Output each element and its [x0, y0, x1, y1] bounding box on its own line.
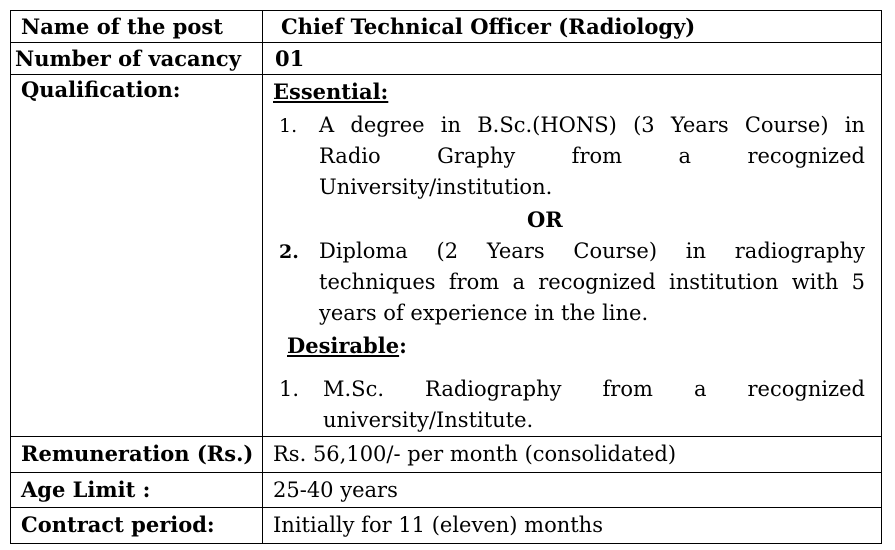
contract-period-value: Initially for 11 (eleven) months [273, 513, 603, 537]
post-value: Chief Technical Officer (Radiology) [281, 14, 696, 39]
row-qualification [11, 75, 881, 437]
essential-item-2-line-3: years of experience in the line. [319, 301, 649, 325]
essential-item-2-line-1 [319, 239, 865, 263]
essential-item-2-line-2 [319, 270, 865, 294]
remuneration-value: Rs. 56,100/- per month (consolidated) [273, 442, 677, 466]
word: recognized [747, 377, 865, 401]
word: a [693, 377, 707, 401]
word: from [448, 270, 500, 294]
desirable-item-1-line-2: university/Institute. [323, 408, 534, 432]
word: a [678, 144, 692, 168]
word: institution [668, 270, 779, 294]
word: M.Sc. [323, 377, 385, 401]
age-limit-value: 25-40 years [273, 478, 398, 502]
desirable-item-1-line-1 [323, 377, 865, 401]
word: from [602, 377, 653, 401]
word: in [440, 113, 462, 137]
word: (3 [633, 113, 655, 137]
word: Radio [319, 144, 381, 168]
row-remuneration [11, 437, 881, 473]
remuneration-label: Remuneration (Rs.) [11, 437, 263, 472]
vacancy-label: Number of vacancy [11, 43, 263, 74]
word: with [791, 270, 839, 294]
essential-heading: Essential: [273, 79, 389, 104]
word: a [512, 270, 525, 294]
word: B.Sc.(HONS) [477, 113, 617, 137]
word: A [319, 113, 335, 137]
word: recognized [747, 144, 865, 168]
recruitment-table [10, 10, 882, 544]
word: from [571, 144, 623, 168]
essential-item-2-number: 2. [279, 241, 299, 263]
desirable-item-1-number: 1. [279, 377, 300, 401]
row-age-limit [11, 473, 881, 508]
essential-item-1-line-2 [319, 144, 865, 168]
row-vacancy [11, 43, 881, 75]
word: Graphy [437, 144, 516, 168]
post-label: Name of the post [11, 11, 263, 42]
word: Diploma [319, 239, 408, 263]
essential-item-1-number: 1. [279, 115, 298, 137]
qualification-label: Qualification: [11, 75, 263, 436]
essential-item-1-line-1 [319, 113, 865, 137]
desirable-heading-text: Desirable [287, 333, 400, 358]
row-post [11, 11, 881, 43]
word: Course) [744, 113, 829, 137]
word: recognized [538, 270, 656, 294]
essential-item-1-line-3: University/institution. [319, 175, 553, 199]
word: (2 [436, 239, 459, 263]
word: Radiography [425, 377, 562, 401]
word: radiography [734, 239, 865, 263]
word: Years [486, 239, 545, 263]
qualification-content [263, 75, 881, 436]
row-contract-period [11, 508, 881, 543]
word: in [685, 239, 707, 263]
word: in [844, 113, 865, 137]
or-separator: OR [527, 207, 563, 232]
word: degree [350, 113, 425, 137]
word: 5 [851, 270, 865, 294]
desirable-heading [287, 333, 407, 358]
age-limit-label: Age Limit : [11, 473, 263, 507]
word: Course) [573, 239, 658, 263]
contract-period-label: Contract period: [11, 508, 263, 543]
word: techniques [319, 270, 436, 294]
vacancy-value: 01 [275, 46, 305, 71]
word: Years [670, 113, 729, 137]
desirable-heading-colon: : [399, 333, 407, 358]
